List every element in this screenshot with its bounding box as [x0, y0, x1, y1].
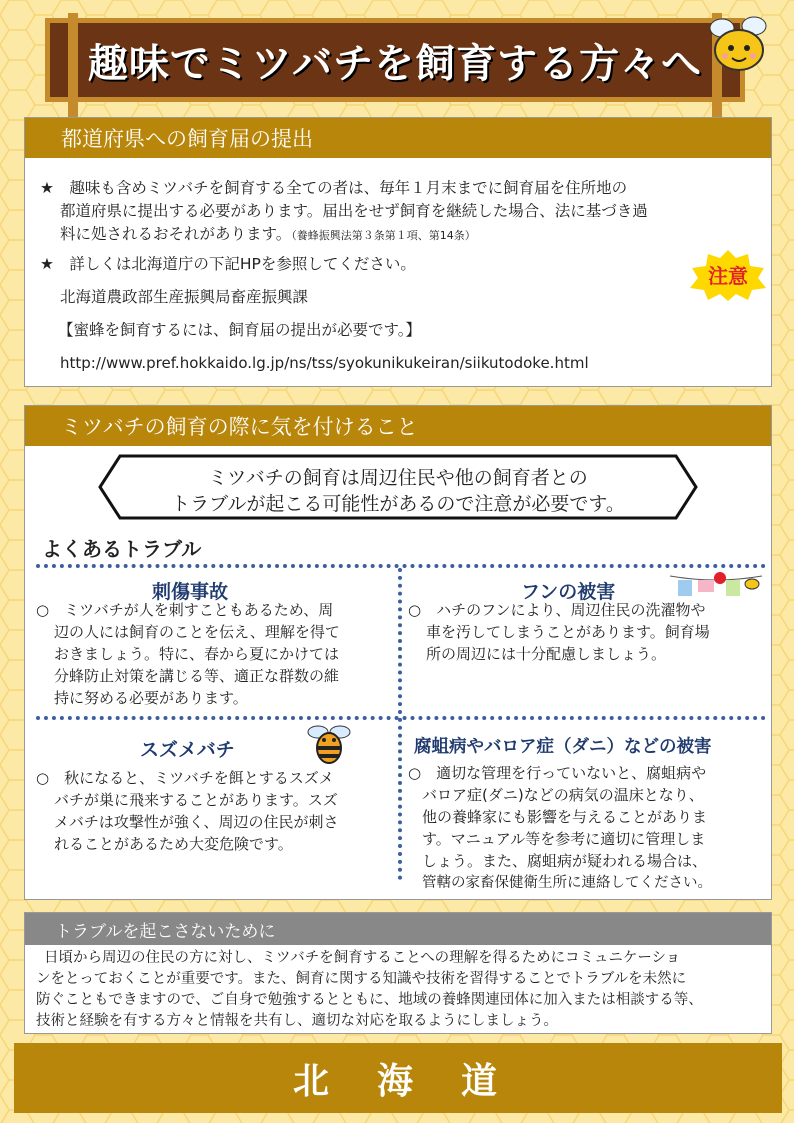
card-line: 車を汚してしまうことがあります。飼育場 — [426, 623, 710, 641]
card-line: しょう。また、腐蛆病が疑われる場合は、 — [422, 852, 708, 870]
text-line: ンをとっておくことが重要です。また、飼育に関する知識や技術を習得することでトラブルを未然に — [36, 971, 687, 987]
text-line: 防ぐこともできますので、ご自身で勉強するとともに、地域の養蜂関連団体に加入または相談する等、 — [36, 992, 703, 1008]
text-line: ★ 趣味も含めミツバチを飼育する全ての者は、毎年１月末までに飼育届を住所地の — [40, 179, 628, 197]
footer-text: 北 海 道 — [292, 1060, 503, 1102]
caution-label: 注意 — [708, 264, 748, 288]
section-heading: 都道府県への飼育届の提出 — [25, 118, 771, 158]
card-line: れることがあるため大変危険です。 — [54, 835, 293, 853]
hornet-icon — [306, 720, 352, 766]
common-trouble-label: よくあるトラブル — [42, 537, 202, 561]
card-line: 管轄の家畜保健衛生所に連絡してください。 — [422, 875, 712, 891]
card-title: 刺傷事故 — [152, 581, 229, 603]
department-name: 北海道農政部生産振興局畜産振興課 — [60, 288, 309, 306]
laundry-icon — [668, 570, 764, 600]
text-line: 都道府県に提出する必要があります。届出をせず飼育を継続した場合、法に基づき過 — [60, 202, 648, 220]
card-line: バチが巣に飛来することがあります。スズ — [54, 791, 338, 809]
law-note: （養蜂振興法第３条第１項、第14条） — [291, 229, 476, 242]
card-title: フンの被害 — [521, 581, 616, 603]
card-line: 分蜂防止対策を講じる等、適正な群数の維 — [54, 667, 340, 685]
divider — [398, 568, 402, 880]
footer-prefecture — [14, 1043, 782, 1113]
card-line: 持に努める必要があります。 — [54, 689, 248, 707]
card-line: 他の養蜂家にも影響を与えることがありま — [422, 808, 708, 826]
web-page-title: 【蜜蜂を飼育するには、飼育届の提出が必要です。】 — [58, 321, 422, 339]
notice-line: ミツバチの飼育は周辺住民や他の飼育者との — [208, 467, 588, 489]
notice-line: トラブルが起こる可能性があるので注意が必要です。 — [171, 493, 625, 515]
caution-badge-icon — [688, 248, 768, 302]
text-line: 技術と経験を有する方々と情報を共有し、適切な対応を取るようにしましょう。 — [36, 1013, 558, 1029]
text-line: 料に処されるおそれがあります。（養蜂振興法第３条第１項、第14条） — [60, 225, 476, 243]
card-title: スズメバチ — [140, 739, 235, 761]
card-title: 腐蛆病やバロア症（ダニ）などの被害 — [414, 737, 712, 757]
text-line: ★ 詳しくは北海道庁の下記HPを参照してください。 — [40, 255, 416, 273]
card-line: 辺の人には飼育のことを伝え、理解を得て — [54, 623, 340, 641]
section-heading: ミツバチの飼育の際に気を付けること — [25, 406, 771, 446]
section-heading: トラブルを起こさないために — [25, 913, 771, 945]
section-notification — [24, 117, 772, 387]
card-line: メバチは攻撃性が強く、周辺の住民が刺さ — [54, 813, 339, 831]
card-line: ○ 秋になると、ミツバチを餌とするスズメ — [36, 769, 334, 787]
card-line: ○ ミツバチが人を刺すこともあるため、周 — [36, 601, 334, 619]
card-line: ○ ハチのフンにより、周辺住民の洗濯物や — [408, 601, 706, 619]
bee-icon — [706, 14, 772, 74]
card-line: バロア症(ダニ)などの病気の温床となり、 — [422, 786, 704, 804]
card-line: す。マニュアル等を参考に適切に管理しま — [422, 830, 706, 848]
url-link[interactable]: http://www.pref.hokkaido.lg.jp/ns/tss/syokunikukeiran/siikutodoke.html — [60, 354, 589, 372]
text-line: 日頃から周辺の住民の方に対し、ミツバチを飼育することへの理解を得るためにコミュニケーショ — [44, 950, 681, 966]
card-line: 所の周辺には十分配慮しましょう。 — [426, 645, 667, 663]
card-line: おきましょう。特に、春から夏にかけては — [54, 645, 340, 663]
page-title: 趣味でミツバチを飼育する方々へ — [87, 40, 703, 87]
card-line: ○ 適切な管理を行っていないと、腐蛆病や — [408, 764, 707, 782]
title-banner — [45, 18, 745, 102]
